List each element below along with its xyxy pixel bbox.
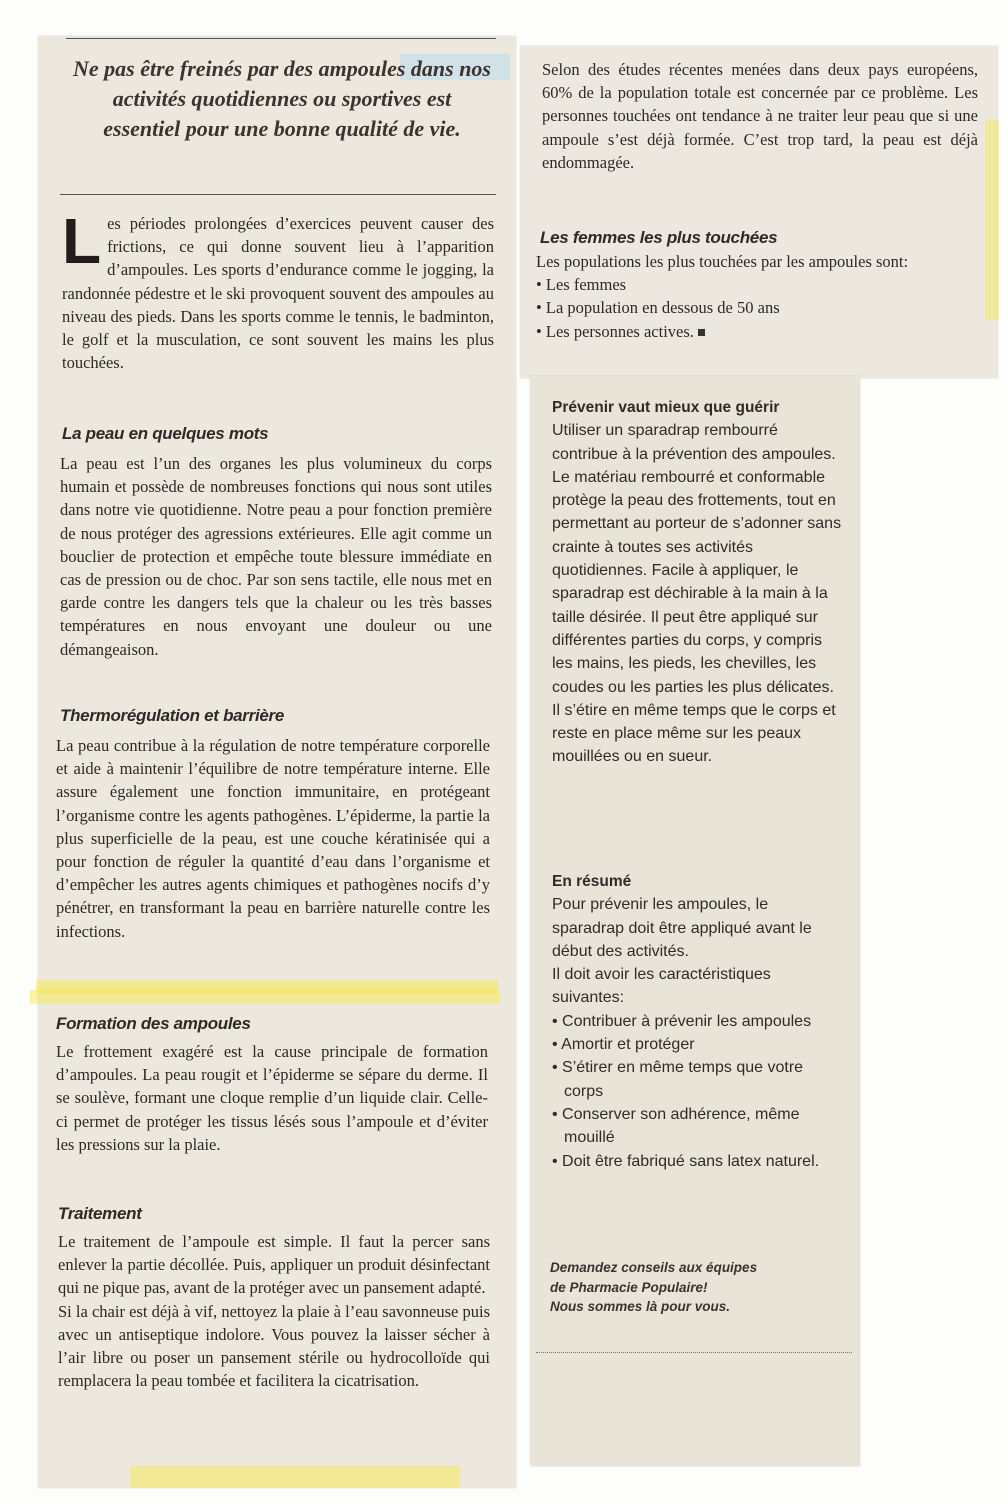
list-item: • La population en dessous de 50 ans: [536, 296, 972, 319]
highlight-mark: [130, 1466, 460, 1488]
section-text-traitement: [58, 1230, 490, 1392]
section-title-formation: Formation des ampoules: [56, 1014, 251, 1033]
prevenir-title: Prévenir vaut mieux que guérir: [552, 399, 780, 416]
section-title-thermo: Thermorégulation et barrière: [60, 706, 284, 725]
traitement-paragraph-1: Le traitement de l’ampoule est simple. Il faut la percer sans enlever la partie décollée. Puis, appliquer un produit désinfectant qui ne pique pas, avant de la protéger avec un pansement adapté.: [58, 1232, 490, 1298]
list-item: • Doit être fabriqué sans latex naturel.: [552, 1150, 842, 1173]
section-text-thermo: La peau contribue à la régulation de notre température corporelle et aide à maintenir l’équilibre de notre température interne. Elle assure également une fonction immunitaire, en protégeant l’organisme contre les agents pathogènes. L’épiderme, la partie la plus superficielle de la peau, est une couche kératinisée qui a pour fonction de réguler la quantité d’eau dans l’organisme et d’empêcher les autres agents chimiques et pathogènes nocifs d’y pénétrer, en transformant la peau en barrière naturelle contre les infections.: [56, 736, 490, 941]
prevenir-block: [552, 396, 842, 769]
section-text-peau: La peau est l’un des organes les plus volumineux du corps humain et possède de nombreuses fonctions qui nous sont utiles dans notre vie quotidienne. Notre peau a pour fonction première de nous protéger des agressions extérieures. Elle agit comme un bouclier de protection et empêche toute blessure immédiate en cas de pression ou de choc. Par son sens tactile, elle nous met en garde contre les dangers tels que la chaleur ou les très basses températures en nous envoyant une douleur ou une démangeaison.: [60, 454, 492, 659]
resume-list: [552, 1010, 842, 1173]
femmes-block: [536, 250, 972, 343]
headline-top-rule: [66, 38, 496, 39]
headline: Ne pas être freinés par des ampoules dans nos activités quotidiennes ou sportives est essentiel pour une bonne qualité de vie.: [72, 56, 491, 141]
closing-line-3: Nous sommes là pour vous.: [550, 1299, 731, 1314]
femmes-intro: Les populations les plus touchées par les ampoules sont:: [536, 252, 909, 271]
intro-text: es périodes prolongées d’exercices peuvent causer des frictions, ce qui donne souvent lieu à l’apparition d’ampoules. Les sports d’endurance comme le jogging, la randonnée pédestre et le ski provoquent souvent des ampoules au niveau des pieds. Dans les sports comme le tennis, le badminton, le golf et la musculation, ce sont souvent les mains les plus touchées.: [62, 214, 494, 373]
resume-text-1: Pour prévenir les ampoules, le sparadrap doit être appliqué avant le début des activités.: [552, 896, 812, 960]
section-title-peau: La peau en quelques mots: [62, 424, 269, 443]
headline-bottom-rule: [60, 194, 496, 195]
list-item: • Amortir et protéger: [552, 1033, 842, 1056]
femmes-list: [536, 273, 972, 343]
intro-paragraph: [62, 205, 494, 374]
highlight-mark: [30, 990, 500, 1004]
list-item: • Les personnes actives.: [536, 320, 972, 343]
prevenir-text: Utiliser un sparadrap rembourré contribue à la prévention des ampoules. Le matériau rembourré et conformable protège la peau des frottements, tout en permettant au porteur de s’adonner sans crainte à toutes ses activités quotidiennes. Facile à appliquer, le sparadrap est déchirable à la main à la taille désirée. Il peut être appliqué sur différentes parties du corps, y compris les mains, les pieds, les chevilles, les coudes ou les parties les plus délicates. Il s’étire en même temps que le corps et reste en place même sur les peaux mouillées ou en sueur.: [552, 422, 842, 766]
list-item: • Conserver son adhérence, même mouillé: [552, 1103, 842, 1150]
box-bottom-rule: [536, 1352, 852, 1353]
dropcap: L: [62, 205, 102, 277]
list-item: • Contribuer à prévenir les ampoules: [552, 1010, 842, 1033]
highlight-mark: [985, 120, 999, 320]
closing-message: [550, 1258, 830, 1317]
resume-text-2: Il doit avoir les caractéristiques suivantes:: [552, 966, 771, 1007]
resume-block: [552, 870, 842, 1173]
list-item: • Les femmes: [536, 273, 972, 296]
section-text-formation: Le frottement exagéré est la cause principale de formation d’ampoules. La peau rougit et l’épiderme se sépare du derme. Il se soulève, formant une cloque remplie d’un liquide clair. Celle-ci permet de protéger les tissus lésés sous l’ampoule et d’éviter les pressions sur la plaie.: [56, 1042, 488, 1154]
end-mark-icon: [698, 329, 705, 336]
traitement-paragraph-2: Si la chair est déjà à vif, nettoyez la plaie à l’eau savonneuse puis avec un antiseptique indolore. Vous pouvez la laisser sécher à l’air libre ou poser un pansement stérile ou hydrocolloïde qui remplacera la peau tombée et facilitera la cicatrisation.: [58, 1301, 490, 1391]
right-intro-text: Selon des études récentes menées dans deux pays européens, 60% de la population totale est concernée par ce problème. Les personnes touchées ont tendance à ne traiter leur peau que si une ampoule s’est déjà formée. C’est trop tard, la peau est déjà endommagée.: [542, 60, 978, 172]
section-title-traitement: Traitement: [58, 1204, 142, 1223]
resume-title: En résumé: [552, 873, 632, 890]
closing-line-1: Demandez conseils aux équipes: [550, 1260, 758, 1275]
list-item: • S’étirer en même temps que votre corps: [552, 1056, 842, 1103]
section-title-femmes: Les femmes les plus touchées: [540, 228, 778, 247]
closing-line-2: de Pharmacie Populaire!: [550, 1279, 708, 1295]
